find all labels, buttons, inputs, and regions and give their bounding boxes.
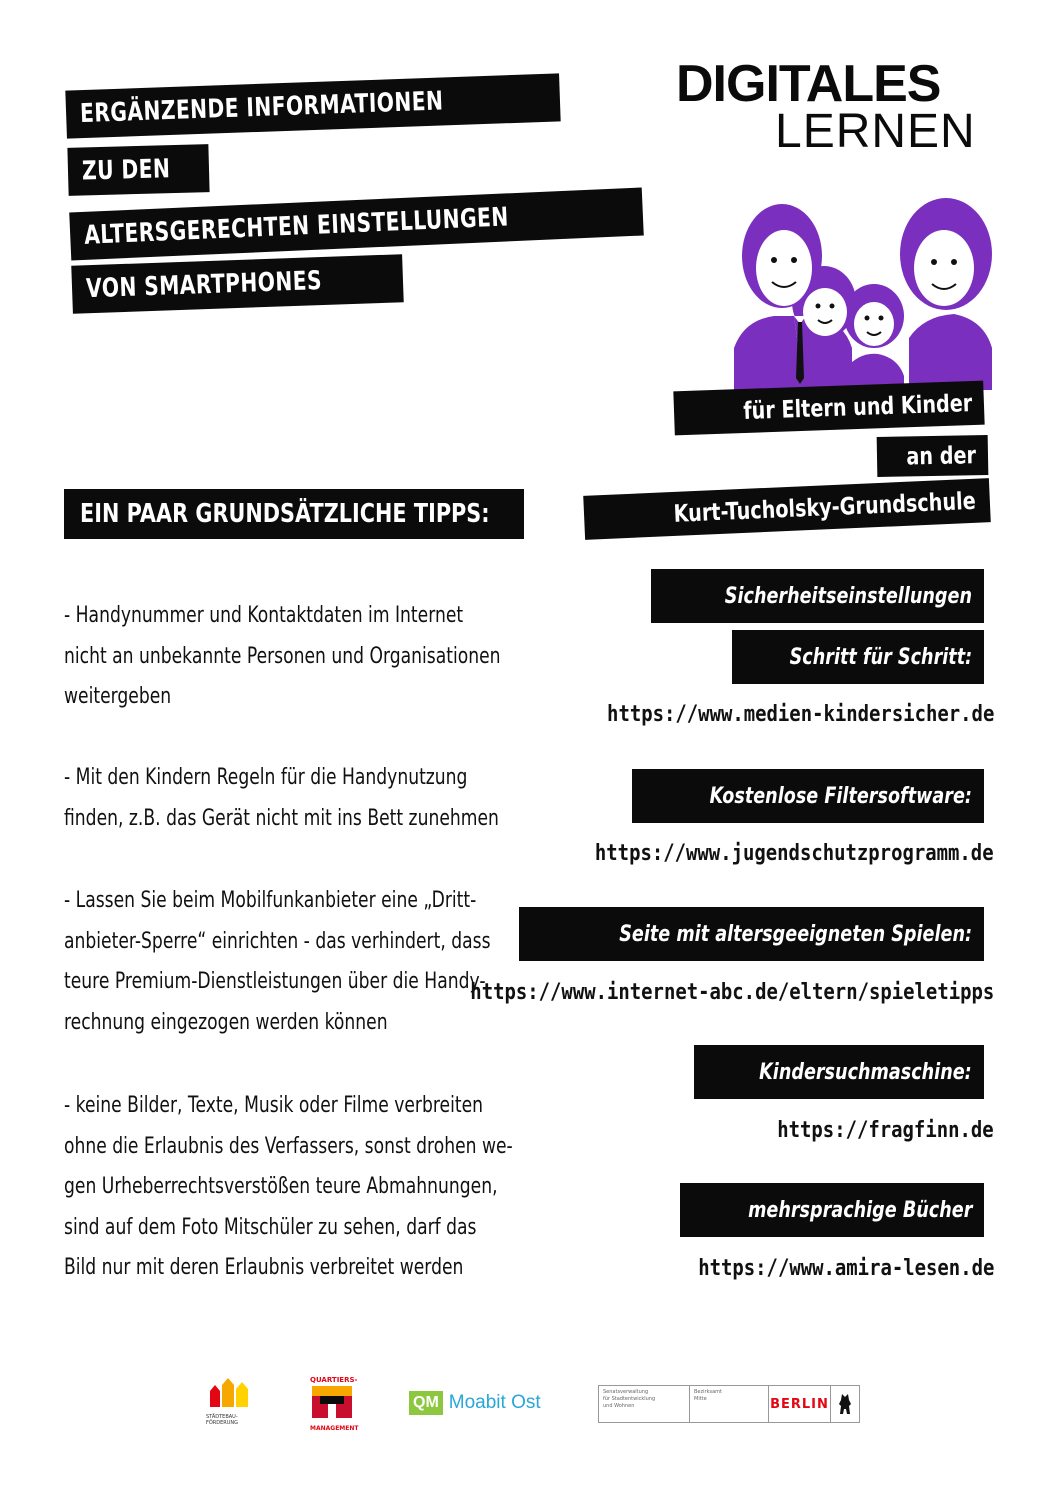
tip-line: - keine Bilder, Texte, Musik oder Filme verbreiten <box>64 1093 484 1118</box>
berlin-bear-icon <box>831 1386 859 1422</box>
qm-badge-text-1: QUARTIERS- <box>310 1376 358 1384</box>
label-kindersuchmaschine: Kindersuchmaschine: <box>694 1045 984 1099</box>
subtitle-line-2: an der <box>877 435 989 477</box>
link-fragfinn[interactable]: https://fragfinn.de <box>777 1118 994 1143</box>
label-sicherheitseinstellungen: Sicherheitseinstellungen <box>651 569 984 623</box>
senat-text <box>599 1386 690 1422</box>
senat-line-3: und Wohnen <box>603 1403 635 1409</box>
link-medien-kindersicher[interactable]: https://www.medien-kindersicher.de <box>606 702 994 727</box>
tip-line: nicht an unbekannte Personen und Organisationen <box>64 643 501 669</box>
qm-badge-text-2: MANAGEMENT <box>310 1425 359 1432</box>
link-internet-abc[interactable]: https://www.internet-abc.de/eltern/spieletipps <box>470 980 994 1005</box>
tip-line: - Handynummer und Kontaktdaten im Internet <box>64 603 464 628</box>
tip-line: - Mit den Kindern Regeln für die Handynutzung <box>64 765 468 790</box>
tip-line: sind auf dem Foto Mitschüler zu sehen, darf das <box>64 1214 477 1240</box>
tip-line: ohne die Erlaubnis des Verfassers, sonst drohen we- <box>64 1133 513 1159</box>
quartiersmanagement-badge <box>310 1376 358 1432</box>
tipps-heading: EIN PAAR GRUNDSÄTZLICHE TIPPS: <box>64 489 524 539</box>
bezirk-text <box>690 1386 769 1422</box>
label-mehrsprachige-buecher: mehrsprachige Bücher <box>680 1183 984 1237</box>
staedtebaufoerderung-logo <box>206 1375 252 1433</box>
tip-2 <box>64 758 664 839</box>
qm-moabit-ost-logo <box>409 1388 541 1418</box>
subtitle-line-1: für Eltern und Kinder <box>673 381 985 436</box>
berlin-senat-logo <box>598 1385 860 1423</box>
title-line-2: ZU DEN <box>67 144 209 196</box>
tip-3 <box>64 881 664 1043</box>
qm-moabit-ost-text: Moabit Ost <box>448 1392 541 1413</box>
bezirk-line-2: Mitte <box>694 1396 707 1402</box>
tip-line: finden, z.B. das Gerät nicht mit ins Bett zunehmen <box>64 805 499 831</box>
title-line-3: ALTERSGERECHTEN EINSTELLUNGEN <box>69 188 643 261</box>
link-amira-lesen[interactable]: https://www.amira-lesen.de <box>697 1256 994 1281</box>
senat-line-1: Senatsverwaltung <box>603 1389 649 1395</box>
tip-line: anbieter-Sperre“ einrichten - das verhindert, dass <box>64 928 491 954</box>
tip-line: weitergeben <box>64 684 172 709</box>
tip-line: rechnung eingezogen werden können <box>64 1009 388 1035</box>
bezirk-line-1: Bezirksamt <box>694 1389 722 1395</box>
subtitle-line-3: Kurt-Tucholsky-Grundschule <box>583 478 990 540</box>
tip-line: Bild nur mit deren Erlaubnis verbreitet werden <box>64 1255 464 1280</box>
title-line-1: ERGÄNZENDE INFORMATIONEN <box>65 73 560 138</box>
berlin-wordmark <box>769 1386 831 1422</box>
label-filtersoftware: Kostenlose Filtersoftware: <box>632 769 984 823</box>
staedtebau-text-2: FÖRDERUNG <box>206 1420 239 1426</box>
qm-square: QM <box>409 1391 443 1415</box>
label-schritt-fuer-schritt: Schritt für Schritt: <box>732 630 984 684</box>
tip-line: gen Urheberrechtsverstößen teure Abmahnungen, <box>64 1174 498 1199</box>
tip-line: - Lassen Sie beim Mobilfunkanbieter eine „Dritt- <box>64 888 477 913</box>
tip-4 <box>64 1086 664 1289</box>
qm-badge-icon <box>310 1384 354 1420</box>
tip-line: teure Premium-Dienstleistungen über die Handy- <box>64 969 486 994</box>
berlin-text: BERLIN <box>770 1396 829 1412</box>
logo-digitales: DIGITALES <box>676 55 941 113</box>
tip-1 <box>64 596 664 718</box>
title-line-4: VON SMARTPHONES <box>71 254 403 314</box>
label-spiele: Seite mit altersgeeigneten Spielen: <box>519 907 984 961</box>
link-jugendschutzprogramm[interactable]: https://www.jugendschutzprogramm.de <box>595 841 994 866</box>
staedtebau-text-1: STÄDTEBAU- <box>206 1414 238 1420</box>
houses-icon <box>206 1375 252 1409</box>
senat-line-2: für Stadtentwicklung <box>603 1396 656 1402</box>
logo-lernen: LERNEN <box>775 105 976 158</box>
family-illustration <box>734 198 992 390</box>
